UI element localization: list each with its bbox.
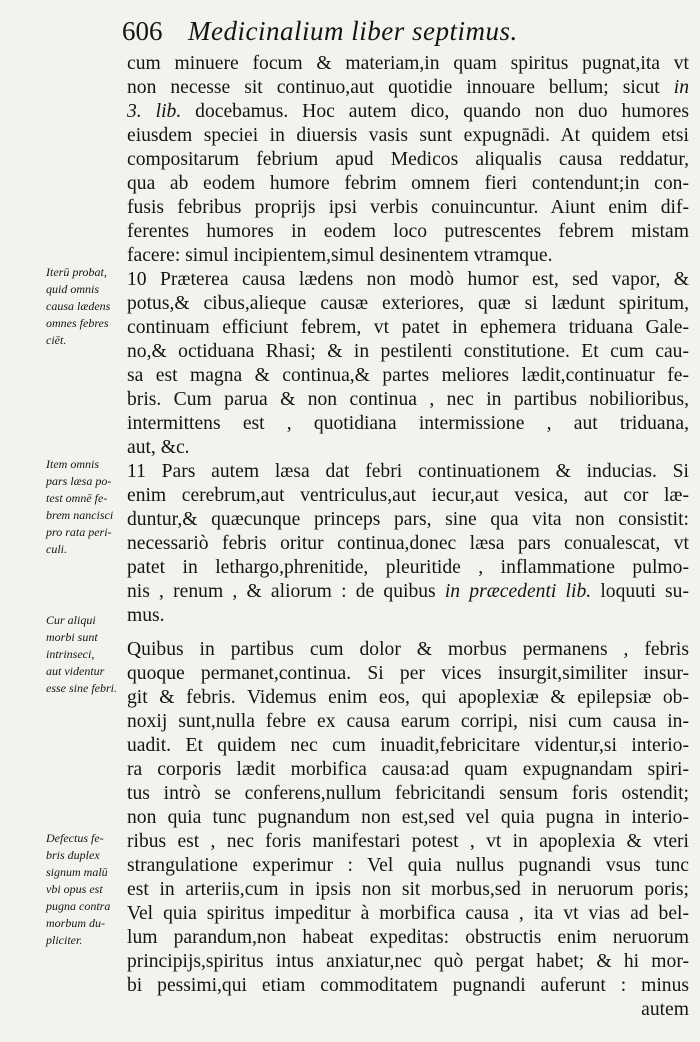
text-line <box>127 76 689 100</box>
text-segment: facere: simul incipientem,simul desinentem vtramque. <box>127 245 553 266</box>
text-segment: continuam efficiunt febrem, vt patet in ephemera triduana Gale- <box>127 317 689 338</box>
text-line <box>127 52 689 76</box>
text-line <box>127 806 689 830</box>
text-line <box>127 316 689 340</box>
margin-note-line: Cur aliqui <box>46 613 96 627</box>
text-segment: tus intrò se conferens,nullum febricitandi sensum foris ostendit; <box>127 783 689 804</box>
text-line <box>127 710 689 734</box>
margin-note-line: esse sine febri. <box>46 681 117 695</box>
text-line <box>127 508 689 532</box>
margin-note-line: pliciter. <box>46 933 83 947</box>
margin-note-line: omnes febres <box>46 316 109 330</box>
margin-note-line: ciēt. <box>46 333 67 347</box>
text-segment: non quia tunc pugnandum non est,sed vel quia pugna in interio- <box>127 807 689 828</box>
text-line <box>127 854 689 878</box>
text-line <box>127 220 689 244</box>
text-segment: git & febris. Videmus enim eos, qui apoplexiæ & epilepsiæ ob- <box>127 687 689 708</box>
text-line <box>127 734 689 758</box>
text-line <box>127 556 689 580</box>
margin-note-line: vbi opus est <box>46 882 103 896</box>
text-segment: compositarum febrium apud Medicos aliqualis causa reddatur, <box>127 149 689 170</box>
text-segment: noxij sunt,nulla febre ex causa earum corripi, nisi cum causa in- <box>127 711 689 732</box>
text-segment: ra corporis lædit morbifica causa:ad quam expugnandam spiri- <box>127 759 689 780</box>
text-segment: Quibus in partibus cum dolor & morbus permanens , febris <box>127 639 689 660</box>
running-title: Medicinalium liber septimus. <box>188 16 518 46</box>
margin-note-line: bris duplex <box>46 848 100 862</box>
margin-note-1 <box>46 264 126 349</box>
text-segment: nis , renum , & aliorum : de quibus <box>127 581 445 602</box>
text-line <box>127 484 689 508</box>
text-segment: cum minuere focum & materiam,in quam spiritus pugnat,ita vt <box>127 53 689 74</box>
text-line <box>127 148 689 172</box>
text-segment: bi pessimi,qui etiam commoditatem pugnandi auferunt : minus <box>127 975 689 996</box>
margin-note-line: pars læsa po- <box>46 474 112 488</box>
text-segment: eiusdem speciei in diuersis vasis sunt expugnādi. At quidem etsi <box>127 125 689 146</box>
text-segment: 10 Præterea causa lædens non modò humor est, sed vapor, & <box>127 269 689 290</box>
text-segment: necessariò febris oritur continua,donec læsa pars conualescat, vt <box>127 533 689 554</box>
text-segment: strangulatione experimur : Vel quia nullus pugnandi vsus tunc <box>127 855 689 876</box>
margin-note-line: aut videntur <box>46 664 105 678</box>
italic-text: in <box>673 77 689 98</box>
text-segment: patet in lethargo,phrenitide, pleuritide , inflammatione pulmo- <box>127 557 689 578</box>
text-segment: est in arteriis,cum in ipsis non sit morbus,sed in neruorum poris; <box>127 879 689 900</box>
margin-note-line: causa lædens <box>46 299 111 313</box>
text-line <box>127 950 689 974</box>
page-number: 606 <box>122 16 163 46</box>
margin-note-line: pro rata peri- <box>46 525 112 539</box>
text-segment: 11 Pars autem læsa dat febri continuationem & inducias. Si <box>127 461 689 482</box>
margin-note-4 <box>46 830 126 949</box>
margin-note-line: test omnē fe- <box>46 491 108 505</box>
text-line <box>127 292 689 316</box>
text-segment: ferentes humores in eodem loco putrescentes febrem mistam <box>127 221 689 242</box>
text-line <box>127 902 689 926</box>
margin-note-line: Iterū probat, <box>46 265 107 279</box>
body-text <box>127 52 689 1022</box>
margin-note-line: Defectus fe- <box>46 831 104 845</box>
text-segment: potus,& cibus,alieque causæ exteriores, quæ si lædunt spiritum, <box>127 293 689 314</box>
text-segment: autem <box>641 999 689 1020</box>
text-segment: loquuti su- <box>591 581 689 602</box>
text-line <box>127 686 689 710</box>
text-segment: Vel quia spiritus impeditur à morbifica causa , ita vt vias ad bel- <box>127 903 689 924</box>
margin-note-line: pugna contra <box>46 899 111 913</box>
text-line <box>127 388 689 412</box>
text-line <box>127 974 689 998</box>
margin-note-line: morbum du- <box>46 916 105 930</box>
page-header <box>122 12 682 52</box>
text-segment: mus. <box>127 605 165 626</box>
italic-text: 3. lib. <box>127 101 182 122</box>
text-segment: no,& octiduana Rhasi; & in pestilenti constitutione. Et cum cau- <box>127 341 689 362</box>
text-line <box>127 604 689 628</box>
margin-note-2 <box>46 456 126 558</box>
text-line <box>127 172 689 196</box>
text-segment: lum parandum,non habeat expeditas: obstructis enim neruorum <box>127 927 689 948</box>
margin-note-line: Item omnis <box>46 457 99 471</box>
text-segment: aut, &c. <box>127 437 190 458</box>
text-segment: duntur,& quæcunque princeps pars, sine qua vita non consistit: <box>127 509 689 530</box>
text-line <box>127 758 689 782</box>
margin-note-line: quid omnis <box>46 282 100 296</box>
text-line <box>127 926 689 950</box>
text-line <box>127 878 689 902</box>
text-line <box>127 638 689 662</box>
text-segment: intermittens est , quotidiana intermissione , aut triduana, <box>127 413 689 434</box>
text-line <box>127 998 689 1022</box>
margin-note-line: intrinseci, <box>46 647 95 661</box>
italic-text: in præcedenti lib. <box>444 581 592 602</box>
text-segment: docebamus. Hoc autem dico, quando non duo humores <box>181 101 689 122</box>
text-line <box>127 830 689 854</box>
paragraph-gap <box>127 628 689 638</box>
text-segment: qua ab eodem humore febrim omnem fieri contendunt;in con- <box>127 173 689 194</box>
margin-note-line: morbi sunt <box>46 630 98 644</box>
text-line <box>127 196 689 220</box>
text-line <box>127 460 689 484</box>
text-line <box>127 124 689 148</box>
text-segment: enim cerebrum,aut ventriculus,aut iecur,aut vesica, aut cor læ- <box>127 485 689 506</box>
margin-note-line: signum malū <box>46 865 108 879</box>
text-line <box>127 412 689 436</box>
text-line <box>127 662 689 686</box>
text-segment: fusis febribus proprijs ipsi verbis conuincuntur. Aiunt enim dif- <box>127 197 689 218</box>
text-segment: non necesse sit continuo,aut quotidie innouare bellum; sicut <box>127 77 674 98</box>
text-line <box>127 436 689 460</box>
text-line <box>127 782 689 806</box>
text-line <box>127 364 689 388</box>
text-line <box>127 580 689 604</box>
text-segment: uadit. Et quidem nec cum inuadit,febricitare videntur,si interio- <box>127 735 689 756</box>
text-line <box>127 244 689 268</box>
text-segment: bris. Cum parua & non continua , nec in partibus nobilioribus, <box>127 389 689 410</box>
margin-note-3 <box>46 612 126 697</box>
text-segment: sa est magna & continua,& partes meliores lædit,continuatur fe- <box>127 365 689 386</box>
text-line <box>127 340 689 364</box>
text-segment: principijs,spiritus intus anxiatur,nec quò pergat habet; & hi mor- <box>127 951 689 972</box>
text-segment: ribus est , nec foris manifestari potest , vt in apoplexia & vteri <box>127 831 689 852</box>
text-line <box>127 100 689 124</box>
text-line <box>127 268 689 292</box>
margin-note-line: culi. <box>46 542 67 556</box>
text-segment: quoque permanet,continua. Si per vices insurgit,similiter insur- <box>127 663 689 684</box>
margin-note-line: brem nancisci <box>46 508 114 522</box>
text-line <box>127 532 689 556</box>
